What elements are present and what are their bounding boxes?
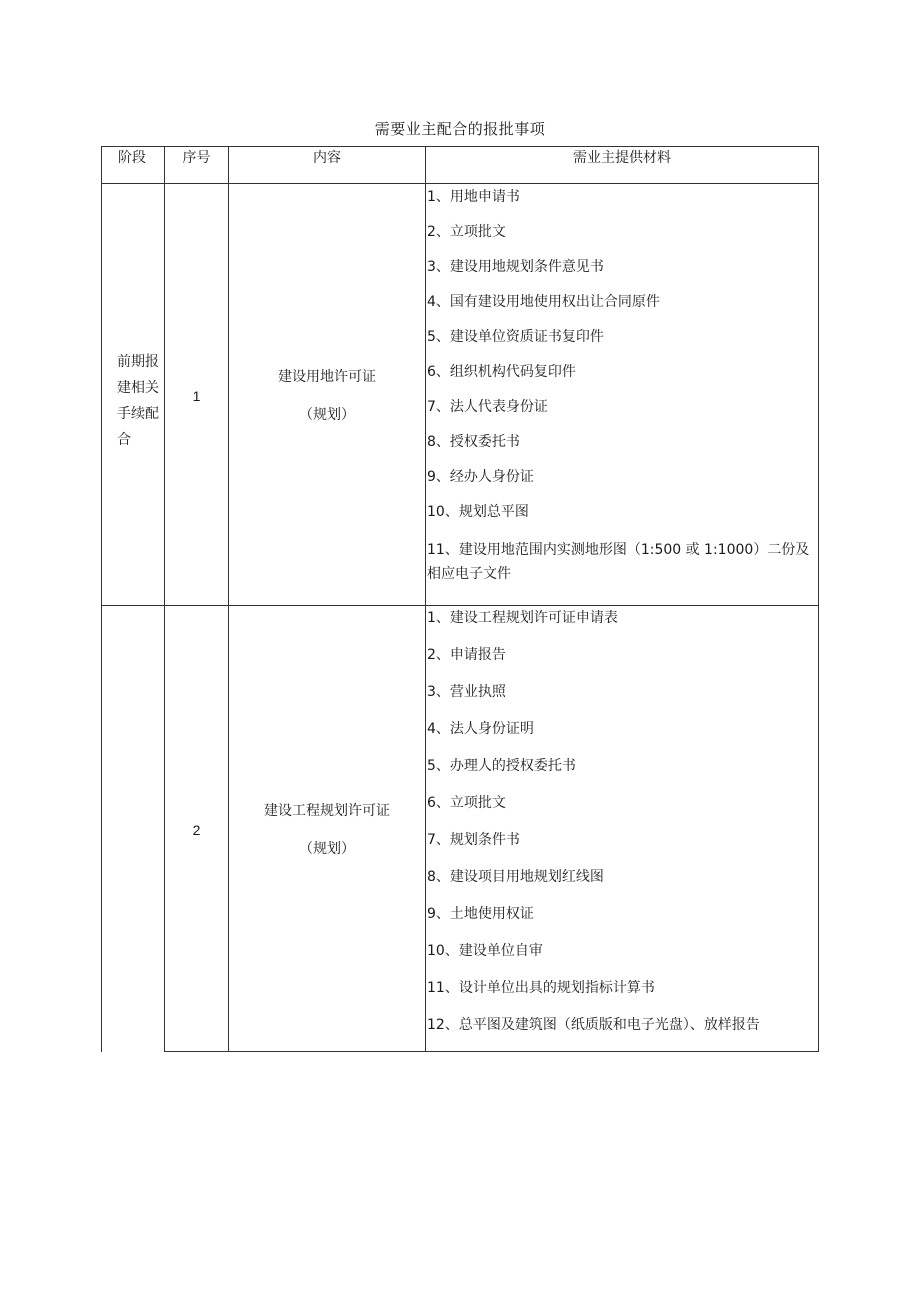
header-materials: 需业主提供材料 xyxy=(573,150,671,166)
list-item: 9、经办人身份证 xyxy=(427,469,534,485)
table-top-border xyxy=(101,146,819,147)
list-item: 8、建设项目用地规划红线图 xyxy=(427,869,604,885)
list-item: 9、土地使用权证 xyxy=(427,906,534,922)
list-item: 4、法人身份证明 xyxy=(427,721,534,737)
header-index: 序号 xyxy=(182,150,211,166)
row2-content-note: （规划） xyxy=(299,841,355,857)
header-bottom-border xyxy=(101,183,819,184)
list-item: 12、总平图及建筑图（纸质版和电子光盘）、放样报告 xyxy=(427,1017,760,1033)
list-item: 2、立项批文 xyxy=(427,224,506,240)
row1-bottom-border xyxy=(101,605,819,606)
list-item: 4、国有建设用地使用权出让合同原件 xyxy=(427,294,660,310)
col-divider-content xyxy=(425,146,426,1052)
row2-content-title: 建设工程规划许可证 xyxy=(264,803,390,819)
list-item: 11、建设用地范围内实测地形图（1:500 或 1:1000）二份及相应电子文件 xyxy=(427,542,810,582)
row2-bottom-border xyxy=(164,1051,819,1052)
row2-index: 2 xyxy=(192,822,201,838)
list-item: 7、规划条件书 xyxy=(427,832,520,848)
list-item: 3、建设用地规划条件意见书 xyxy=(427,259,604,275)
row1-index: 1 xyxy=(192,388,201,404)
list-item: 2、申请报告 xyxy=(427,647,506,663)
list-item: 3、营业执照 xyxy=(427,684,506,700)
list-item: 6、组织机构代码复印件 xyxy=(427,364,576,380)
table-left-border xyxy=(101,146,102,1052)
list-item: 5、建设单位资质证书复印件 xyxy=(427,329,604,345)
list-item: 1、建设工程规划许可证申请表 xyxy=(427,610,618,626)
header-content: 内容 xyxy=(313,150,341,166)
list-item: 11、设计单位出具的规划指标计算书 xyxy=(427,980,655,996)
list-item: 10、规划总平图 xyxy=(427,504,529,520)
stage-label: 前期报建相关手续配合 xyxy=(117,354,159,448)
col-divider-stage xyxy=(164,146,165,1052)
list-item: 10、建设单位自审 xyxy=(427,943,543,959)
list-item: 5、办理人的授权委托书 xyxy=(427,758,576,774)
row1-content-title: 建设用地许可证 xyxy=(278,369,376,385)
table-right-border xyxy=(818,146,819,1052)
list-item: 1、用地申请书 xyxy=(427,189,520,205)
row1-content-note: （规划） xyxy=(299,407,355,423)
header-stage: 阶段 xyxy=(118,150,146,166)
list-item: 8、授权委托书 xyxy=(427,434,520,450)
list-item: 7、法人代表身份证 xyxy=(427,399,548,415)
document-title: 需要业主配合的报批事项 xyxy=(374,120,546,138)
list-item: 6、立项批文 xyxy=(427,795,506,811)
col-divider-index xyxy=(228,146,229,1052)
